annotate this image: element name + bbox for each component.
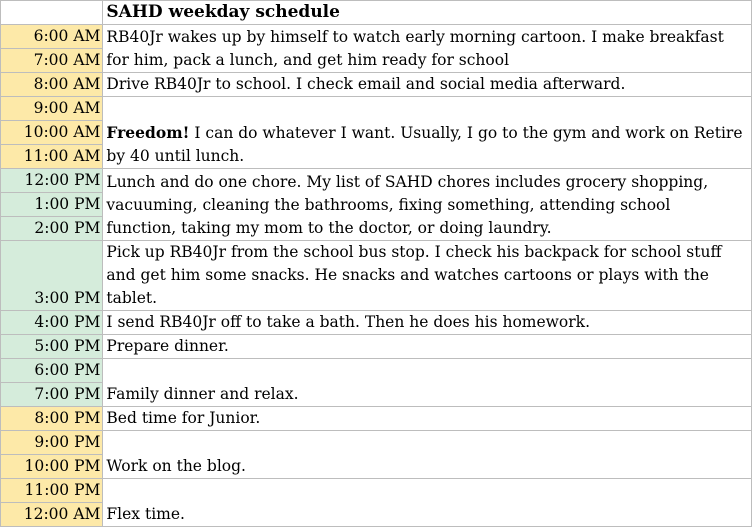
- freedom-text: I can do whatever I want. Usually, I go to the gym and work on Retire: [189, 124, 743, 142]
- entry-cell-freedom[interactable]: [103, 97, 752, 169]
- time-cell[interactable]: 8:00 AM: [1, 73, 103, 97]
- table-row: [1, 25, 752, 49]
- entry-line: tablet.: [106, 289, 158, 307]
- time-cell[interactable]: 9:00 AM: [1, 97, 103, 121]
- entry-line: Lunch and do one chore. My list of SAHD chores includes grocery shopping,: [106, 173, 709, 191]
- table-row: [1, 73, 752, 97]
- time-cell[interactable]: 5:00 PM: [1, 335, 103, 359]
- entry-line: [106, 121, 749, 145]
- time-cell[interactable]: 7:00 AM: [1, 49, 103, 73]
- entry-cell-blog[interactable]: Work on the blog.: [103, 431, 752, 479]
- table-row: [1, 407, 752, 431]
- entry-line: vacuuming, cleaning the bathrooms, fixing something, attending school: [106, 196, 671, 214]
- time-cell[interactable]: 12:00 PM: [1, 169, 103, 193]
- table-row: [1, 311, 752, 335]
- time-cell[interactable]: 12:00 AM: [1, 503, 103, 527]
- time-cell[interactable]: 10:00 PM: [1, 455, 103, 479]
- table-row: [1, 97, 752, 121]
- table-row: [1, 169, 752, 193]
- table-row: [1, 359, 752, 383]
- entry-cell-pickup[interactable]: [103, 241, 752, 311]
- time-cell[interactable]: 6:00 AM: [1, 25, 103, 49]
- entry-line: RB40Jr wakes up by himself to watch early morning cartoon. I make breakfast: [106, 28, 724, 46]
- time-cell[interactable]: 1:00 PM: [1, 193, 103, 217]
- entry-cell-lunch[interactable]: [103, 169, 752, 241]
- entry-cell-drive[interactable]: Drive RB40Jr to school. I check email and social media afterward.: [103, 73, 752, 97]
- title-row: [1, 1, 752, 25]
- time-cell[interactable]: 7:00 PM: [1, 383, 103, 407]
- schedule-title[interactable]: SAHD weekday schedule: [103, 1, 752, 25]
- time-cell[interactable]: 4:00 PM: [1, 311, 103, 335]
- time-cell[interactable]: 11:00 AM: [1, 145, 103, 169]
- entry-cell-wake[interactable]: [103, 25, 752, 73]
- freedom-bold-text: Freedom!: [106, 123, 190, 142]
- entry-line: by 40 until lunch.: [106, 147, 245, 165]
- entry-line: Pick up RB40Jr from the school bus stop. I check his backpack for school stuff: [106, 243, 722, 261]
- entry-line: and get him some snacks. He snacks and watches cartoons or plays with the: [106, 266, 709, 284]
- time-cell[interactable]: 6:00 PM: [1, 359, 103, 383]
- time-cell[interactable]: 10:00 AM: [1, 121, 103, 145]
- time-cell[interactable]: 9:00 PM: [1, 431, 103, 455]
- time-cell[interactable]: 2:00 PM: [1, 217, 103, 241]
- entry-line: function, taking my mom to the doctor, or doing laundry.: [106, 219, 552, 237]
- entry-cell-flex[interactable]: Flex time.: [103, 479, 752, 527]
- time-cell[interactable]: 8:00 PM: [1, 407, 103, 431]
- table-row: [1, 335, 752, 359]
- table-row: [1, 479, 752, 503]
- table-row: [1, 241, 752, 311]
- entry-line: for him, pack a lunch, and get him ready for school: [106, 51, 510, 69]
- corner-cell[interactable]: [1, 1, 103, 25]
- time-cell[interactable]: 3:00 PM: [1, 241, 103, 311]
- entry-cell-bath[interactable]: I send RB40Jr off to take a bath. Then he does his homework.: [103, 311, 752, 335]
- time-cell[interactable]: 11:00 PM: [1, 479, 103, 503]
- entry-cell-bedtime[interactable]: Bed time for Junior.: [103, 407, 752, 431]
- table-row: [1, 431, 752, 455]
- entry-cell-prepare[interactable]: Prepare dinner.: [103, 335, 752, 359]
- entry-cell-family[interactable]: Family dinner and relax.: [103, 359, 752, 407]
